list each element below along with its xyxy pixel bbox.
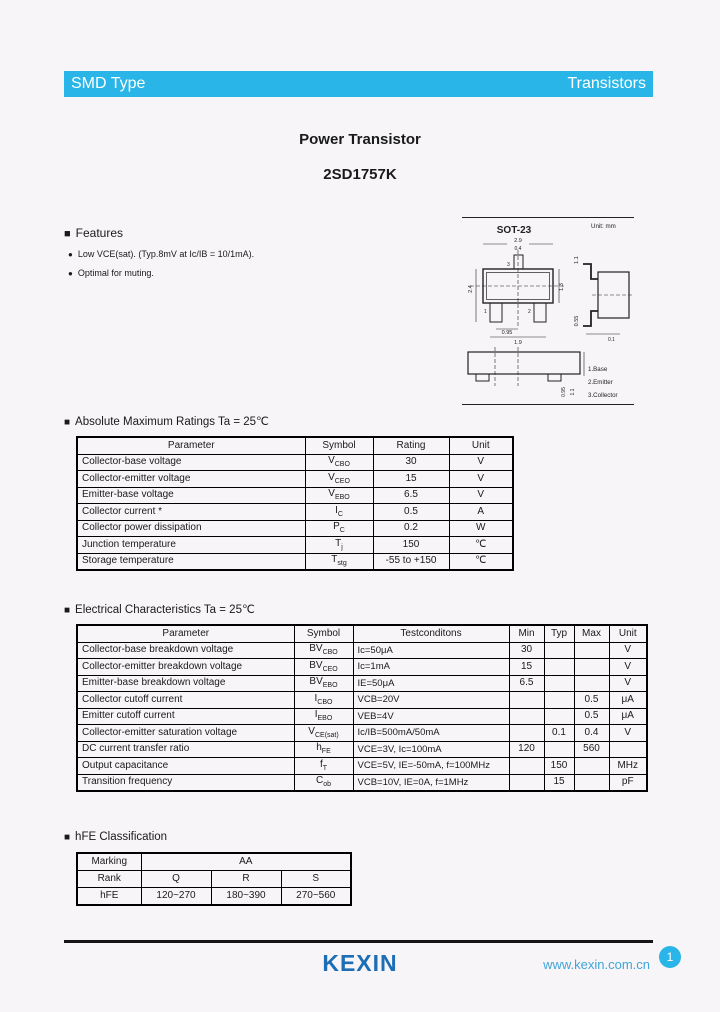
table-row: Collector-base voltage $V_{CBO}$ 30 V xyxy=(77,454,513,471)
col-unit: Unit xyxy=(609,625,647,642)
header-bar xyxy=(64,71,653,97)
package-front-view xyxy=(468,347,584,386)
table-row: Storage temperature $T_{stg}$ -55 to +150 ℃ xyxy=(77,553,513,570)
col-max: Max xyxy=(574,625,609,642)
table-row: Output capacitance $f_T$ VCE=5V, IE=-50mA, f=100MHz 150 MHz xyxy=(77,758,647,775)
table-row: Emitter-base voltage $V_{EBO}$ 6.5 V xyxy=(77,487,513,504)
col-symbol: Symbol xyxy=(305,437,373,454)
dim-standoff: 0.55 xyxy=(574,315,580,327)
dim-front-pitch: 0.95 xyxy=(561,387,567,397)
section-marker-icon: ■ xyxy=(64,605,71,616)
page-number-badge: 1 xyxy=(659,946,681,968)
feature-text: Low VCE(sat). (Typ.8mV at Ic/IB = 10/1mA). xyxy=(77,249,255,259)
table-row: Junction temperature $T_j$ 150 ℃ xyxy=(77,537,513,554)
feature-item xyxy=(68,249,444,259)
table-row: Emitter-base breakdown voltage $BV_{EBO}$ IE=50μA 6.5 V xyxy=(77,675,647,692)
table-row: Collector-emitter breakdown voltage $BV_{CEO}$ Ic=1mA 15 V xyxy=(77,659,647,676)
dim-overall-width: 2.4 xyxy=(468,285,474,293)
table-row xyxy=(77,853,351,871)
rank-label: Rank xyxy=(77,871,141,888)
abs-max-heading xyxy=(64,414,269,428)
marking-value: AA xyxy=(141,853,351,871)
hfe-range-q: 120~270 xyxy=(141,888,211,906)
col-parameter: Parameter xyxy=(77,437,305,454)
footer-divider xyxy=(64,940,653,943)
elec-heading-label: Electrical Characteristics Ta = 25℃ xyxy=(75,604,255,616)
kexin-logo: KEXIN xyxy=(322,950,398,976)
table-row: Collector-emitter voltage $V_{CEO}$ 15 V xyxy=(77,471,513,488)
feature-item xyxy=(68,268,444,278)
section-marker-icon: ■ xyxy=(64,417,71,428)
feature-text: Optimal for muting. xyxy=(77,268,154,278)
page-title: Power Transistor xyxy=(299,131,421,148)
hfe-range-r: 180~390 xyxy=(211,888,281,906)
rank-q: Q xyxy=(141,871,211,888)
pin-number-1: 1 xyxy=(484,309,487,315)
rank-s: S xyxy=(281,871,351,888)
bullet-icon: ● xyxy=(68,250,73,259)
table-row: Collector current * $I_C$ 0.5 A xyxy=(77,504,513,521)
table-row: Collector-base breakdown voltage $BV_{CBO}$ Ic=50μA 30 V xyxy=(77,642,647,659)
table-row xyxy=(77,888,351,906)
dim-height: 1.1 xyxy=(574,256,580,264)
abs-max-heading-label: Absolute Maximum Ratings Ta = 25℃ xyxy=(75,416,269,428)
table-header-row xyxy=(77,437,513,454)
part-number: 2SD1757K xyxy=(323,166,397,183)
website-link[interactable]: www.kexin.com.cn xyxy=(543,957,650,972)
features-heading xyxy=(64,226,444,240)
pin-number-3: 3 xyxy=(507,262,510,268)
elec-table xyxy=(76,624,648,792)
pin-legend-base: 1.Base xyxy=(588,366,608,373)
header-right-label: Transistors xyxy=(567,75,646,92)
col-typ: Typ xyxy=(544,625,574,642)
marking-label: Marking xyxy=(77,853,141,871)
table-row: Collector power dissipation $P_C$ 0.2 W xyxy=(77,520,513,537)
elec-heading xyxy=(64,602,255,616)
hfe-heading-label: hFE Classification xyxy=(75,831,168,843)
table-row: Collector-emitter saturation voltage $V_{CE(sat)}$ Ic/IB=500mA/50mA 0.1 0.4 V xyxy=(77,725,647,742)
table-row: DC current transfer ratio $h_{FE}$ VCE=3V, Ic=100mA 120 560 xyxy=(77,741,647,758)
col-min: Min xyxy=(509,625,544,642)
table-row xyxy=(77,871,351,888)
section-marker-icon: ■ xyxy=(64,832,71,843)
features-heading-label: Features xyxy=(75,226,124,240)
hfe-label: hFE xyxy=(77,888,141,906)
package-drawing xyxy=(462,216,634,406)
unit-note: Unit: mm xyxy=(591,223,616,230)
dim-lead-width: 0.4 xyxy=(514,246,522,252)
abs-max-table xyxy=(76,436,514,571)
col-rating: Rating xyxy=(373,437,449,454)
dim-body-width: 1.3 xyxy=(559,283,565,291)
features-section xyxy=(64,226,444,287)
col-symbol: Symbol xyxy=(294,625,353,642)
table-header-row xyxy=(77,625,647,642)
package-top-view xyxy=(470,244,566,337)
dim-lead-span: 1.9 xyxy=(514,340,522,346)
package-name: SOT-23 xyxy=(496,225,532,236)
dim-lead-pitch: 0.95 xyxy=(501,330,513,336)
pin-legend-collector: 3.Collector xyxy=(588,392,618,399)
hfe-range-s: 270~560 xyxy=(281,888,351,906)
col-parameter: Parameter xyxy=(77,625,294,642)
pin-legend-emitter: 2.Emitter xyxy=(588,379,613,386)
table-row: Emitter cutoff current $I_{EBO}$ VEB=4V 0.5 μA xyxy=(77,708,647,725)
header-left-label: SMD Type xyxy=(71,75,146,92)
dim-lead-thickness: 0.1 xyxy=(608,337,615,343)
bullet-icon: ● xyxy=(68,269,73,278)
table-row: Transition frequency $C_{ob}$ VCB=10V, IE=0A, f=1MHz 15 pF xyxy=(77,774,647,791)
dim-body-length: 2.9 xyxy=(514,238,522,244)
pin-number-2: 2 xyxy=(528,309,531,315)
package-side-view xyxy=(583,264,633,334)
table-row: Collector cutoff current $I_{CBO}$ VCB=20V 0.5 μA xyxy=(77,692,647,709)
dim-front-height: 1.1 xyxy=(570,388,576,396)
col-unit: Unit xyxy=(449,437,513,454)
rank-r: R xyxy=(211,871,281,888)
col-testconditions: Testconditons xyxy=(353,625,509,642)
section-marker-icon: ■ xyxy=(64,228,71,240)
hfe-table xyxy=(76,852,352,906)
hfe-heading xyxy=(64,831,167,843)
